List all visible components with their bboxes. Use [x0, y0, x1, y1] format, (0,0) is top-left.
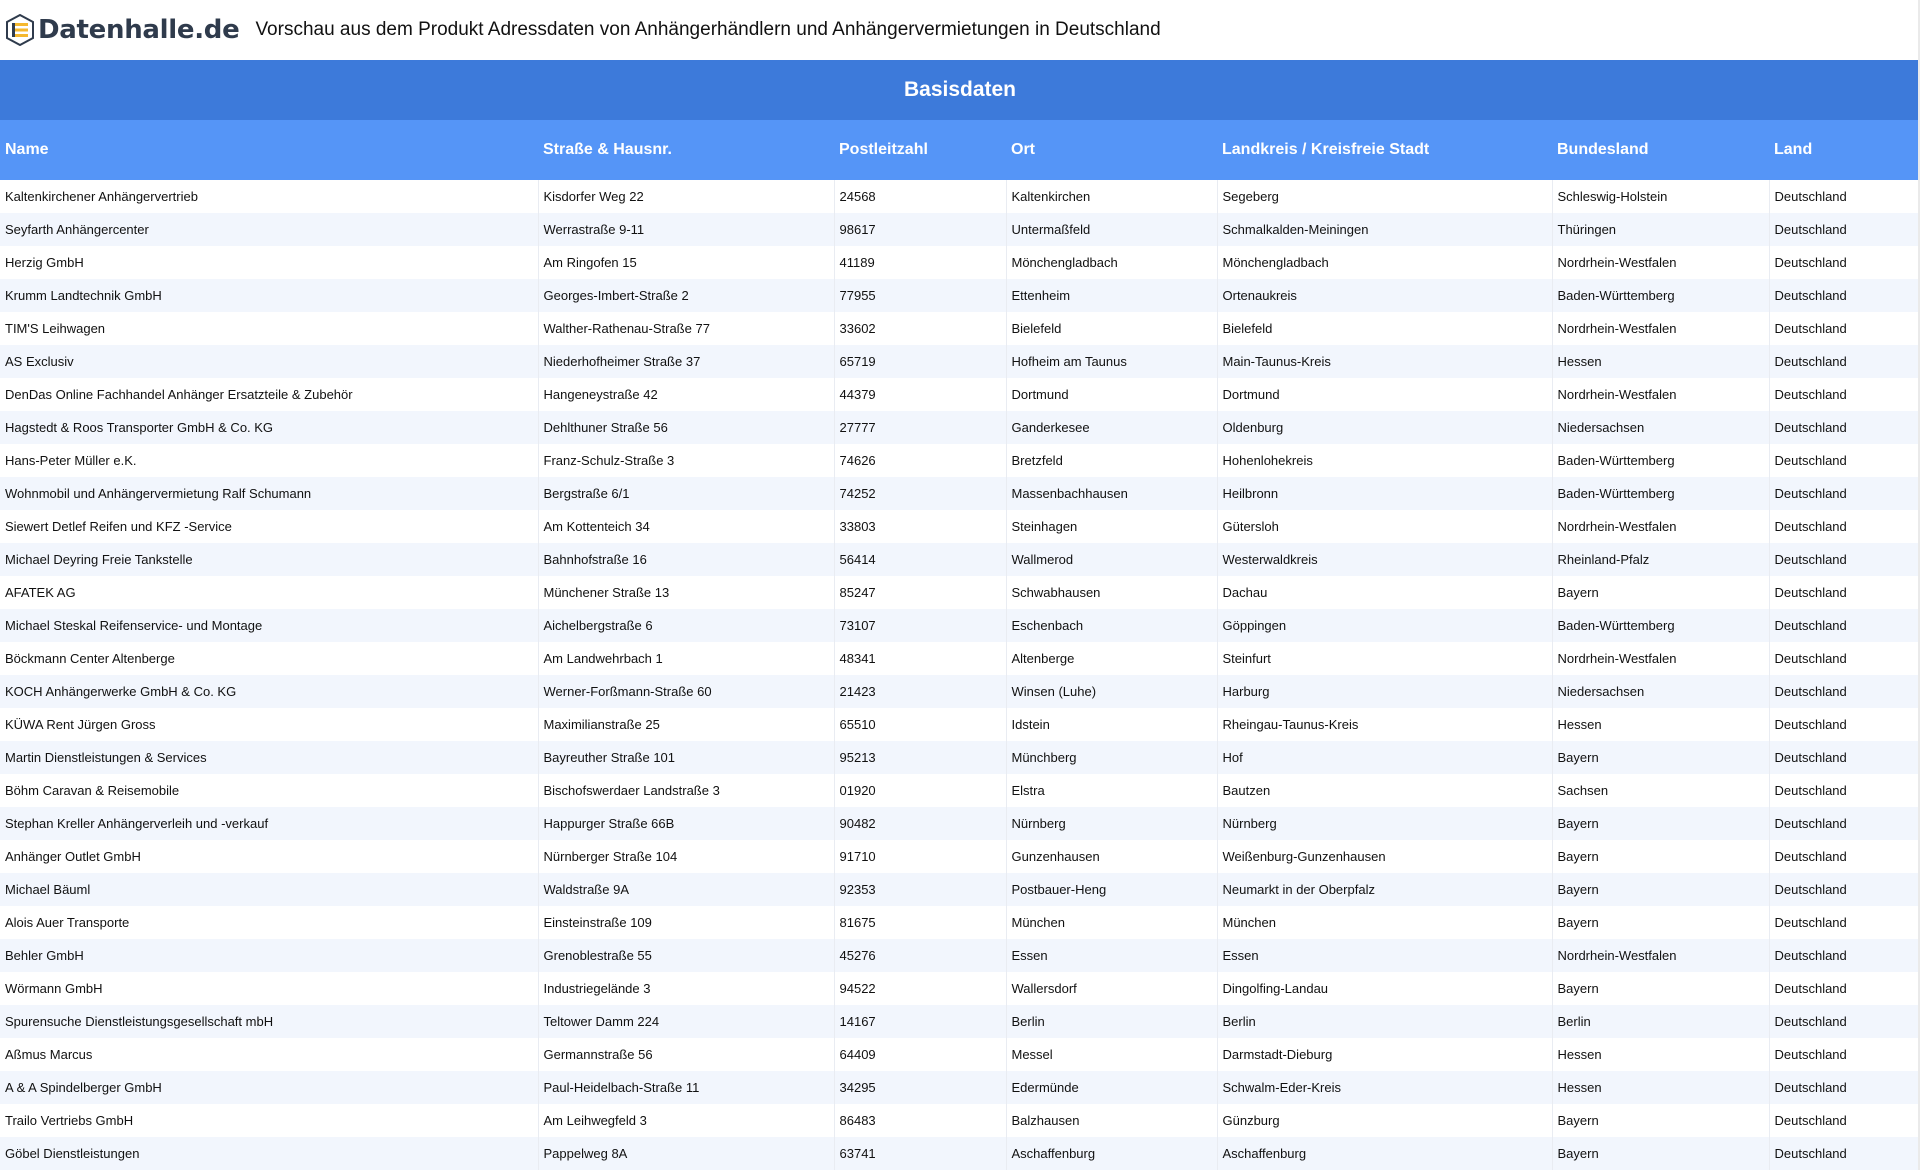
cell-postcode: 85247: [834, 576, 1006, 609]
cell-street: Werner-Forßmann-Straße 60: [538, 675, 834, 708]
address-table: [0, 120, 1920, 1170]
cell-district: Göppingen: [1217, 609, 1552, 642]
cell-name: Michael Bäuml: [0, 873, 538, 906]
cell-country: Deutschland: [1769, 180, 1920, 213]
cell-street: Werrastraße 9-11: [538, 213, 834, 246]
table-row: [0, 1071, 1920, 1104]
cell-postcode: 74626: [834, 444, 1006, 477]
cell-street: Bayreuther Straße 101: [538, 741, 834, 774]
cell-country: Deutschland: [1769, 972, 1920, 1005]
data-table-container: [0, 60, 1920, 1170]
cell-district: Schwalm-Eder-Kreis: [1217, 1071, 1552, 1104]
cell-postcode: 86483: [834, 1104, 1006, 1137]
cell-street: Bahnhofstraße 16: [538, 543, 834, 576]
cell-country: Deutschland: [1769, 543, 1920, 576]
cell-postcode: 95213: [834, 741, 1006, 774]
cell-district: Dingolfing-Landau: [1217, 972, 1552, 1005]
table-body: [0, 180, 1920, 1170]
cell-street: Am Kottenteich 34: [538, 510, 834, 543]
table-row: [0, 510, 1920, 543]
cell-city: Idstein: [1006, 708, 1217, 741]
column-header: Ort: [1006, 120, 1217, 180]
table-row: [0, 1137, 1920, 1170]
table-row: [0, 774, 1920, 807]
cell-street: Germannstraße 56: [538, 1038, 834, 1071]
cell-name: Seyfarth Anhängercenter: [0, 213, 538, 246]
cell-name: Göbel Dienstleistungen: [0, 1137, 538, 1170]
cell-city: Aschaffenburg: [1006, 1137, 1217, 1170]
logo-text: Datenhalle.de: [38, 15, 240, 45]
cell-country: Deutschland: [1769, 840, 1920, 873]
cell-postcode: 33602: [834, 312, 1006, 345]
cell-country: Deutschland: [1769, 411, 1920, 444]
table-row: [0, 312, 1920, 345]
cell-postcode: 45276: [834, 939, 1006, 972]
cell-state: Niedersachsen: [1552, 411, 1769, 444]
cell-postcode: 92353: [834, 873, 1006, 906]
cell-street: Teltower Damm 224: [538, 1005, 834, 1038]
cell-postcode: 64409: [834, 1038, 1006, 1071]
cell-country: Deutschland: [1769, 1038, 1920, 1071]
cell-city: Dortmund: [1006, 378, 1217, 411]
column-header: Name: [0, 120, 538, 180]
cell-postcode: 98617: [834, 213, 1006, 246]
cell-city: Bielefeld: [1006, 312, 1217, 345]
cell-district: Darmstadt-Dieburg: [1217, 1038, 1552, 1071]
table-row: [0, 840, 1920, 873]
cell-state: Bayern: [1552, 906, 1769, 939]
cell-postcode: 56414: [834, 543, 1006, 576]
cell-district: Ortenaukreis: [1217, 279, 1552, 312]
table-row: [0, 345, 1920, 378]
section-header-basisdaten: Basisdaten: [0, 60, 1920, 120]
cell-city: Bretzfeld: [1006, 444, 1217, 477]
table-row: [0, 411, 1920, 444]
cell-state: Nordrhein-Westfalen: [1552, 246, 1769, 279]
cell-name: TIM'S Leihwagen: [0, 312, 538, 345]
cell-country: Deutschland: [1769, 477, 1920, 510]
cell-name: Hagstedt & Roos Transporter GmbH & Co. KG: [0, 411, 538, 444]
cell-state: Nordrhein-Westfalen: [1552, 510, 1769, 543]
cell-country: Deutschland: [1769, 312, 1920, 345]
cell-postcode: 33803: [834, 510, 1006, 543]
cell-district: Main-Taunus-Kreis: [1217, 345, 1552, 378]
table-row: [0, 675, 1920, 708]
cell-state: Niedersachsen: [1552, 675, 1769, 708]
cell-name: Alois Auer Transporte: [0, 906, 538, 939]
cell-street: Industriegelände 3: [538, 972, 834, 1005]
cell-country: Deutschland: [1769, 642, 1920, 675]
cell-postcode: 27777: [834, 411, 1006, 444]
cell-city: Schwabhausen: [1006, 576, 1217, 609]
cell-country: Deutschland: [1769, 906, 1920, 939]
cell-postcode: 41189: [834, 246, 1006, 279]
table-row: [0, 543, 1920, 576]
cell-city: Ettenheim: [1006, 279, 1217, 312]
cell-name: Hans-Peter Müller e.K.: [0, 444, 538, 477]
column-header: Postleitzahl: [834, 120, 1006, 180]
cell-state: Bayern: [1552, 873, 1769, 906]
cell-state: Nordrhein-Westfalen: [1552, 312, 1769, 345]
cell-country: Deutschland: [1769, 213, 1920, 246]
cell-name: Behler GmbH: [0, 939, 538, 972]
cell-name: Aßmus Marcus: [0, 1038, 538, 1071]
cell-street: Aichelbergstraße 6: [538, 609, 834, 642]
cell-street: Hangeneystraße 42: [538, 378, 834, 411]
table-row: [0, 180, 1920, 213]
cell-state: Baden-Württemberg: [1552, 444, 1769, 477]
cell-street: Niederhofheimer Straße 37: [538, 345, 834, 378]
cell-street: Bergstraße 6/1: [538, 477, 834, 510]
cell-city: Mönchengladbach: [1006, 246, 1217, 279]
table-row: [0, 642, 1920, 675]
cell-country: Deutschland: [1769, 708, 1920, 741]
cell-name: Siewert Detlef Reifen und KFZ -Service: [0, 510, 538, 543]
cell-name: Spurensuche Dienstleistungsgesellschaft mbH: [0, 1005, 538, 1038]
cell-postcode: 65510: [834, 708, 1006, 741]
table-row: [0, 477, 1920, 510]
cell-name: Kaltenkirchener Anhängervertrieb: [0, 180, 538, 213]
cell-state: Bayern: [1552, 741, 1769, 774]
cell-country: Deutschland: [1769, 510, 1920, 543]
cell-state: Hessen: [1552, 1071, 1769, 1104]
cell-city: Steinhagen: [1006, 510, 1217, 543]
table-row: [0, 444, 1920, 477]
page-title: Vorschau aus dem Produkt Adressdaten von Anhängerhändlern und Anhängervermietungen in Deutschland: [255, 19, 1161, 40]
table-header: [0, 120, 1920, 180]
cell-name: Krumm Landtechnik GmbH: [0, 279, 538, 312]
cell-city: Kaltenkirchen: [1006, 180, 1217, 213]
cell-name: Böhm Caravan & Reisemobile: [0, 774, 538, 807]
cell-street: Einsteinstraße 109: [538, 906, 834, 939]
cell-street: Waldstraße 9A: [538, 873, 834, 906]
table-row: [0, 609, 1920, 642]
cell-postcode: 90482: [834, 807, 1006, 840]
cell-name: Martin Dienstleistungen & Services: [0, 741, 538, 774]
cell-name: AS Exclusiv: [0, 345, 538, 378]
cell-city: Massenbachhausen: [1006, 477, 1217, 510]
cell-name: Wörmann GmbH: [0, 972, 538, 1005]
cell-city: Eschenbach: [1006, 609, 1217, 642]
cell-country: Deutschland: [1769, 741, 1920, 774]
cell-state: Bayern: [1552, 840, 1769, 873]
cell-state: Sachsen: [1552, 774, 1769, 807]
cell-city: Hofheim am Taunus: [1006, 345, 1217, 378]
cell-district: Dortmund: [1217, 378, 1552, 411]
cell-postcode: 91710: [834, 840, 1006, 873]
column-header: Straße & Hausnr.: [538, 120, 834, 180]
table-row: [0, 807, 1920, 840]
cell-name: Böckmann Center Altenberge: [0, 642, 538, 675]
cell-postcode: 74252: [834, 477, 1006, 510]
cell-district: Essen: [1217, 939, 1552, 972]
table-row: [0, 939, 1920, 972]
column-header: Landkreis / Kreisfreie Stadt: [1217, 120, 1552, 180]
table-row: [0, 576, 1920, 609]
table-row: [0, 708, 1920, 741]
cell-city: Münchberg: [1006, 741, 1217, 774]
cell-district: Günzburg: [1217, 1104, 1552, 1137]
cell-postcode: 14167: [834, 1005, 1006, 1038]
cell-street: Paul-Heidelbach-Straße 11: [538, 1071, 834, 1104]
cell-country: Deutschland: [1769, 1104, 1920, 1137]
cell-city: Nürnberg: [1006, 807, 1217, 840]
cell-district: Heilbronn: [1217, 477, 1552, 510]
cell-name: Stephan Kreller Anhängerverleih und -verkauf: [0, 807, 538, 840]
cell-country: Deutschland: [1769, 576, 1920, 609]
cell-country: Deutschland: [1769, 873, 1920, 906]
cell-country: Deutschland: [1769, 939, 1920, 972]
cell-postcode: 73107: [834, 609, 1006, 642]
cell-state: Hessen: [1552, 345, 1769, 378]
cell-city: Wallersdorf: [1006, 972, 1217, 1005]
cell-district: Berlin: [1217, 1005, 1552, 1038]
cell-state: Bayern: [1552, 576, 1769, 609]
cell-country: Deutschland: [1769, 774, 1920, 807]
cell-street: Georges-Imbert-Straße 2: [538, 279, 834, 312]
table-row: [0, 213, 1920, 246]
cell-postcode: 44379: [834, 378, 1006, 411]
cell-state: Bayern: [1552, 1137, 1769, 1170]
cell-postcode: 21423: [834, 675, 1006, 708]
cell-street: Münchener Straße 13: [538, 576, 834, 609]
cell-district: Oldenburg: [1217, 411, 1552, 444]
cell-name: A & A Spindelberger GmbH: [0, 1071, 538, 1104]
cell-street: Kisdorfer Weg 22: [538, 180, 834, 213]
cell-city: Untermaßfeld: [1006, 213, 1217, 246]
cell-state: Hessen: [1552, 1038, 1769, 1071]
cell-country: Deutschland: [1769, 1071, 1920, 1104]
cell-street: Am Ringofen 15: [538, 246, 834, 279]
column-header: Bundesland: [1552, 120, 1769, 180]
cell-postcode: 65719: [834, 345, 1006, 378]
cell-country: Deutschland: [1769, 609, 1920, 642]
cell-street: Am Leihwegfeld 3: [538, 1104, 834, 1137]
page-header: [0, 0, 1920, 60]
cell-city: Altenberge: [1006, 642, 1217, 675]
cell-district: Neumarkt in der Oberpfalz: [1217, 873, 1552, 906]
cell-country: Deutschland: [1769, 444, 1920, 477]
cell-city: Edermünde: [1006, 1071, 1217, 1104]
cell-state: Rheinland-Pfalz: [1552, 543, 1769, 576]
cell-city: Elstra: [1006, 774, 1217, 807]
cell-postcode: 34295: [834, 1071, 1006, 1104]
cell-name: KÜWA Rent Jürgen Gross: [0, 708, 538, 741]
cell-city: München: [1006, 906, 1217, 939]
cell-district: Bielefeld: [1217, 312, 1552, 345]
cell-country: Deutschland: [1769, 246, 1920, 279]
cell-city: Messel: [1006, 1038, 1217, 1071]
table-row: [0, 378, 1920, 411]
cell-state: Berlin: [1552, 1005, 1769, 1038]
datenhalle-logo-icon: [6, 14, 34, 46]
cell-postcode: 81675: [834, 906, 1006, 939]
cell-name: Herzig GmbH: [0, 246, 538, 279]
cell-district: München: [1217, 906, 1552, 939]
cell-street: Franz-Schulz-Straße 3: [538, 444, 834, 477]
cell-name: Michael Steskal Reifenservice- und Montage: [0, 609, 538, 642]
cell-city: Essen: [1006, 939, 1217, 972]
cell-district: Bautzen: [1217, 774, 1552, 807]
cell-state: Thüringen: [1552, 213, 1769, 246]
cell-district: Rheingau-Taunus-Kreis: [1217, 708, 1552, 741]
table-row: [0, 972, 1920, 1005]
cell-district: Harburg: [1217, 675, 1552, 708]
cell-postcode: 94522: [834, 972, 1006, 1005]
column-header: Land: [1769, 120, 1920, 180]
cell-district: Segeberg: [1217, 180, 1552, 213]
cell-name: Michael Deyring Freie Tankstelle: [0, 543, 538, 576]
cell-district: Hohenlohekreis: [1217, 444, 1552, 477]
table-row: [0, 1104, 1920, 1137]
cell-name: AFATEK AG: [0, 576, 538, 609]
cell-postcode: 24568: [834, 180, 1006, 213]
cell-postcode: 01920: [834, 774, 1006, 807]
cell-city: Ganderkesee: [1006, 411, 1217, 444]
cell-street: Walther-Rathenau-Straße 77: [538, 312, 834, 345]
cell-state: Baden-Württemberg: [1552, 279, 1769, 312]
cell-district: Steinfurt: [1217, 642, 1552, 675]
cell-city: Berlin: [1006, 1005, 1217, 1038]
cell-country: Deutschland: [1769, 1005, 1920, 1038]
cell-district: Aschaffenburg: [1217, 1137, 1552, 1170]
cell-street: Grenoblestraße 55: [538, 939, 834, 972]
cell-name: DenDas Online Fachhandel Anhänger Ersatzteile & Zubehör: [0, 378, 538, 411]
table-row: [0, 741, 1920, 774]
table-header-row: [0, 120, 1920, 180]
cell-district: Schmalkalden-Meiningen: [1217, 213, 1552, 246]
cell-street: Maximilianstraße 25: [538, 708, 834, 741]
cell-name: Trailo Vertriebs GmbH: [0, 1104, 538, 1137]
cell-country: Deutschland: [1769, 279, 1920, 312]
table-row: [0, 906, 1920, 939]
cell-street: Bischofswerdaer Landstraße 3: [538, 774, 834, 807]
table-row: [0, 279, 1920, 312]
datenhalle-logo[interactable]: [6, 14, 239, 46]
cell-state: Nordrhein-Westfalen: [1552, 378, 1769, 411]
cell-district: Mönchengladbach: [1217, 246, 1552, 279]
cell-name: Wohnmobil und Anhängervermietung Ralf Schumann: [0, 477, 538, 510]
cell-street: Am Landwehrbach 1: [538, 642, 834, 675]
cell-state: Bayern: [1552, 807, 1769, 840]
cell-street: Happurger Straße 66B: [538, 807, 834, 840]
cell-district: Westerwaldkreis: [1217, 543, 1552, 576]
cell-city: Winsen (Luhe): [1006, 675, 1217, 708]
cell-street: Pappelweg 8A: [538, 1137, 834, 1170]
cell-state: Bayern: [1552, 1104, 1769, 1137]
table-row: [0, 1005, 1920, 1038]
cell-city: Postbauer-Heng: [1006, 873, 1217, 906]
table-row: [0, 246, 1920, 279]
cell-city: Wallmerod: [1006, 543, 1217, 576]
cell-postcode: 48341: [834, 642, 1006, 675]
cell-district: Gütersloh: [1217, 510, 1552, 543]
cell-district: Nürnberg: [1217, 807, 1552, 840]
cell-state: Schleswig-Holstein: [1552, 180, 1769, 213]
cell-street: Dehlthuner Straße 56: [538, 411, 834, 444]
cell-country: Deutschland: [1769, 1137, 1920, 1170]
table-row: [0, 1038, 1920, 1071]
cell-name: KOCH Anhängerwerke GmbH & Co. KG: [0, 675, 538, 708]
cell-postcode: 63741: [834, 1137, 1006, 1170]
cell-name: Anhänger Outlet GmbH: [0, 840, 538, 873]
cell-state: Hessen: [1552, 708, 1769, 741]
cell-state: Bayern: [1552, 972, 1769, 1005]
cell-district: Hof: [1217, 741, 1552, 774]
cell-state: Nordrhein-Westfalen: [1552, 642, 1769, 675]
cell-country: Deutschland: [1769, 378, 1920, 411]
cell-country: Deutschland: [1769, 345, 1920, 378]
cell-state: Baden-Württemberg: [1552, 477, 1769, 510]
cell-state: Nordrhein-Westfalen: [1552, 939, 1769, 972]
table-row: [0, 873, 1920, 906]
cell-country: Deutschland: [1769, 807, 1920, 840]
cell-city: Gunzenhausen: [1006, 840, 1217, 873]
cell-district: Weißenburg-Gunzenhausen: [1217, 840, 1552, 873]
cell-district: Dachau: [1217, 576, 1552, 609]
cell-country: Deutschland: [1769, 675, 1920, 708]
cell-street: Nürnberger Straße 104: [538, 840, 834, 873]
cell-postcode: 77955: [834, 279, 1006, 312]
cell-state: Baden-Württemberg: [1552, 609, 1769, 642]
cell-city: Balzhausen: [1006, 1104, 1217, 1137]
